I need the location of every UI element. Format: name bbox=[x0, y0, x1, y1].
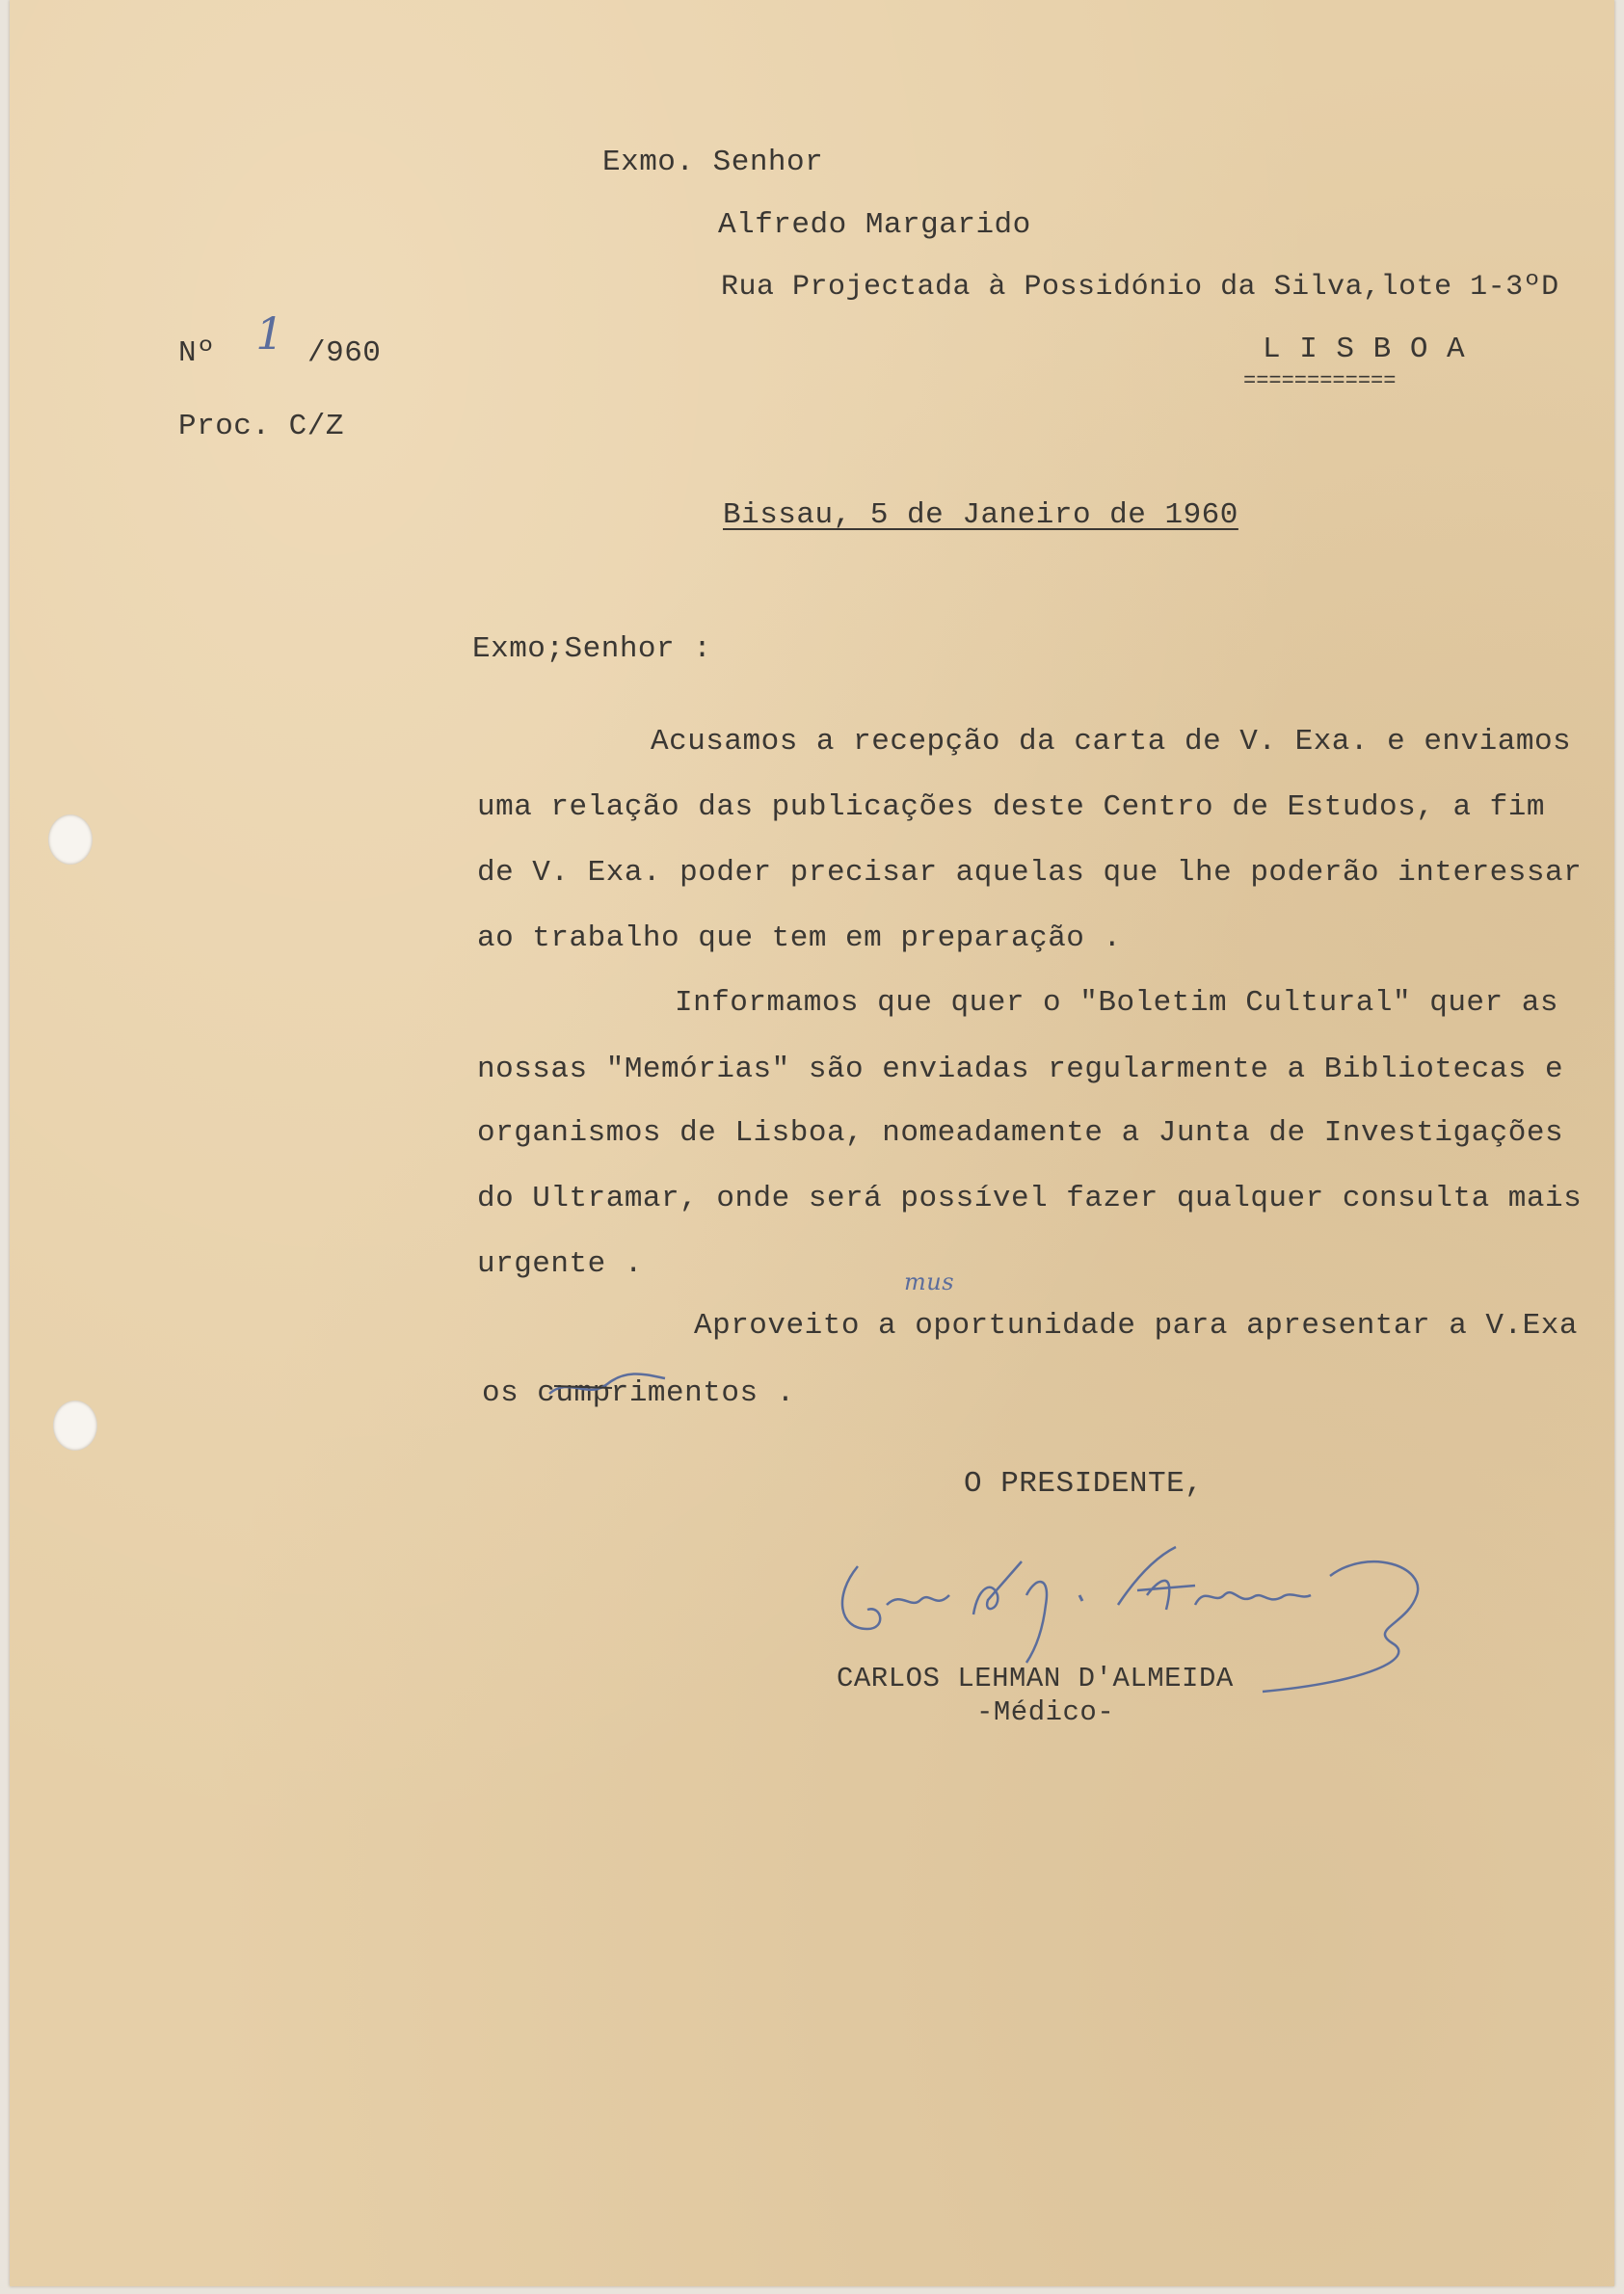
process-reference: Proc. C/Z bbox=[178, 410, 344, 443]
recipient-address: Rua Projectada à Possidónio da Silva,lote 1-3ºD bbox=[721, 271, 1559, 304]
date-line: Bissau, 5 de Janeiro de 1960 bbox=[723, 498, 1238, 532]
body-line: os cumprimentos . bbox=[482, 1376, 795, 1410]
body-line: organismos de Lisboa, nomeadamente a Junta de Investigações bbox=[477, 1116, 1564, 1150]
body-line: Aproveito a oportunidade para apresentar a V.Exa bbox=[694, 1309, 1578, 1343]
recipient-city: L I S B O A bbox=[1263, 333, 1466, 366]
reference-number-prefix: Nº bbox=[178, 336, 216, 370]
body-line: Informamos que quer o "Boletim Cultural" quer as bbox=[675, 986, 1558, 1020]
reference-number bbox=[178, 307, 382, 370]
struck-word-mark bbox=[545, 1367, 670, 1405]
signatory-title: -Médico- bbox=[976, 1696, 1115, 1728]
signatory-name: CARLOS LEHMAN D'ALMEIDA bbox=[837, 1663, 1234, 1694]
punch-hole-bottom bbox=[53, 1400, 97, 1451]
recipient-salutation: Exmo. Senhor bbox=[602, 146, 824, 179]
body-line: uma relação das publicações deste Centro de Estudos, a fim bbox=[477, 790, 1545, 824]
body-line: ao trabalho que tem em preparação . bbox=[477, 921, 1122, 955]
body-line: Acusamos a recepção da carta de V. Exa. e enviamos bbox=[651, 725, 1572, 759]
closing: O PRESIDENTE, bbox=[964, 1467, 1204, 1501]
letter-page bbox=[10, 0, 1614, 2286]
body-line: urgente . bbox=[477, 1247, 643, 1281]
handwritten-insert: mus bbox=[904, 1268, 955, 1295]
greeting: Exmo;Senhor : bbox=[472, 632, 712, 666]
recipient-name: Alfredo Margarido bbox=[718, 208, 1031, 242]
reference-number-handwritten: 1 bbox=[255, 307, 284, 360]
reference-number-suffix: /960 bbox=[307, 336, 382, 370]
body-line: de V. Exa. poder precisar aquelas que lhe poderão interessar bbox=[477, 856, 1583, 890]
body-line: nossas "Memórias" são enviadas regularmente a Bibliotecas e bbox=[477, 1053, 1564, 1086]
recipient-city-rule: ============ bbox=[1243, 369, 1397, 393]
body-line: do Ultramar, onde será possível fazer qualquer consulta mais bbox=[477, 1182, 1583, 1215]
punch-hole-top bbox=[48, 814, 93, 865]
